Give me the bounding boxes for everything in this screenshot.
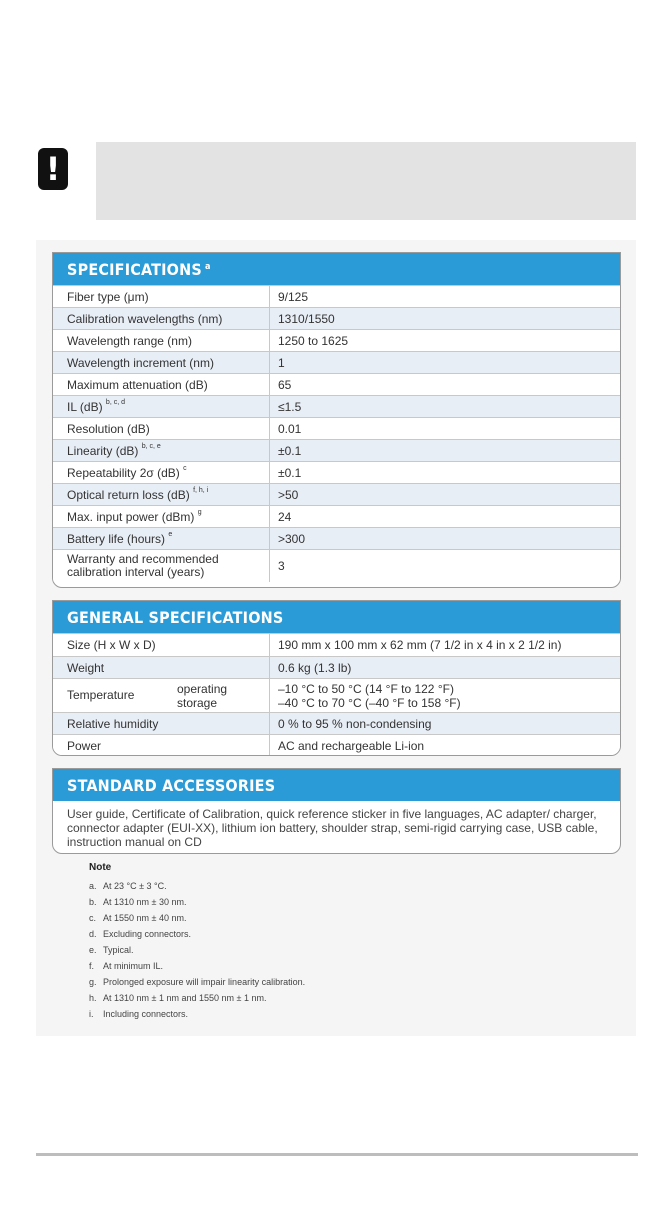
spec-label-text: Battery life (hours) — [67, 531, 166, 546]
table-row — [53, 657, 620, 679]
table-row — [53, 440, 620, 462]
spec-label-text: Warranty and recommended calibration interval (years) — [67, 552, 219, 579]
spec-value: 1310/1550 — [270, 308, 621, 330]
note-item — [89, 974, 305, 990]
footer-divider — [36, 1153, 638, 1156]
specifications-title-note: a — [204, 262, 211, 272]
table-row — [53, 308, 620, 330]
note-letter: c. — [89, 913, 97, 923]
spec-footnote-ref: b, c, e — [141, 442, 161, 450]
note-item — [89, 926, 305, 942]
note-item — [89, 990, 305, 1006]
spec-value: ±0.1 — [270, 462, 621, 484]
spec-value: 9/125 — [270, 286, 621, 308]
note-item — [89, 878, 305, 894]
spec-label-text: Linearity (dB) — [67, 443, 139, 458]
note-letter: a. — [89, 881, 97, 891]
table-row — [53, 418, 620, 440]
spec-footnote-ref: f, h, i — [193, 486, 209, 494]
general-specifications-title: GENERAL SPECIFICATIONS — [67, 607, 284, 627]
exclamation-icon: ! — [38, 148, 68, 190]
spec-label — [53, 308, 270, 330]
table-row — [53, 330, 620, 352]
standard-accessories-title: STANDARD ACCESSORIES — [67, 775, 276, 795]
table-row — [53, 374, 620, 396]
table-row — [53, 735, 620, 757]
spec-label — [53, 286, 270, 308]
spec-footnote-ref: g — [197, 508, 202, 516]
spec-footnote-ref: c — [183, 464, 187, 472]
table-row — [53, 528, 620, 550]
general-specifications-header — [53, 601, 620, 633]
note-text: Prolonged exposure will impair linearity calibration. — [103, 977, 306, 987]
spec-label-text: Wavelength increment (nm) — [67, 355, 214, 370]
spec-value: 24 — [270, 506, 621, 528]
note-item — [89, 910, 305, 926]
spec-label — [53, 462, 270, 484]
note-letter: g. — [89, 977, 97, 987]
table-row — [53, 352, 620, 374]
temperature-storage-value: –40 °C to 70 °C (–40 °F to 158 °F) — [278, 695, 461, 710]
power-label: Power — [53, 735, 270, 757]
note-letter: b. — [89, 897, 97, 907]
table-row — [53, 634, 620, 657]
note-item — [89, 1006, 305, 1022]
spec-value: 65 — [270, 374, 621, 396]
note-item — [89, 958, 305, 974]
note-text: At 1310 nm ± 30 nm. — [103, 897, 187, 907]
spec-footnote-ref: b, c, d — [105, 398, 125, 406]
spec-label — [53, 484, 270, 506]
temperature-operating-value: –10 °C to 50 °C (14 °F to 122 °F) — [278, 681, 454, 696]
note-letter: i. — [89, 1009, 94, 1019]
spec-label-text: Repeatability 2σ (dB) — [67, 465, 180, 480]
note-text: Excluding connectors. — [103, 929, 192, 939]
spec-value: 1 — [270, 352, 621, 374]
note-letter: h. — [89, 993, 97, 1003]
table-row — [53, 506, 620, 528]
spec-value: 1250 to 1625 — [270, 330, 621, 352]
specifications-table — [53, 285, 620, 582]
spec-label — [53, 506, 270, 528]
note-letter: d. — [89, 929, 97, 939]
note-letter: e. — [89, 945, 97, 955]
spec-value: ≤1.5 — [270, 396, 621, 418]
humidity-value: 0 % to 95 % non-condensing — [270, 713, 621, 735]
power-value: AC and rechargeable Li-ion — [270, 735, 621, 757]
spec-label — [53, 528, 270, 550]
note-text: Typical. — [103, 945, 134, 955]
spec-label-text: Calibration wavelengths (nm) — [67, 311, 223, 326]
table-row — [53, 286, 620, 308]
spec-value: 3 — [270, 550, 621, 583]
size-value: 190 mm x 100 mm x 62 mm (7 1/2 in x 4 in x 2 1/2 in) — [270, 634, 621, 657]
table-row — [53, 396, 620, 418]
general-specifications-table — [53, 633, 620, 756]
spec-label-text: Wavelength range (nm) — [67, 333, 192, 348]
weight-value: 0.6 kg (1.3 lb) — [270, 657, 621, 679]
general-specifications-panel — [52, 600, 621, 756]
table-row — [53, 484, 620, 506]
standard-accessories-panel — [52, 768, 621, 854]
spec-label-text: Fiber type (μm) — [67, 289, 149, 304]
humidity-label: Relative humidity — [53, 713, 270, 735]
size-label: Size (H x W x D) — [53, 634, 270, 657]
note-item — [89, 942, 305, 958]
note-text: Including connectors. — [103, 1009, 189, 1019]
temperature-mode-storage: storage — [177, 695, 218, 710]
spec-label — [53, 418, 270, 440]
table-row — [53, 713, 620, 735]
standard-accessories-text: User guide, Certificate of Calibration, quick reference sticker in five languages, AC adapter/ charger, connector adapter (EUI-XX), lithium ion battery, shoulder strap, semi-rigid carrying case, USB cable, instruction manual on CD — [67, 807, 598, 849]
temperature-mode-operating: operating — [177, 681, 228, 696]
note-text: At 1310 nm ± 1 nm and 1550 nm ± 1 nm. — [103, 993, 267, 1003]
temperature-values — [270, 679, 621, 713]
note-item — [89, 894, 305, 910]
specifications-header — [53, 253, 620, 285]
note-letter: f. — [89, 961, 95, 971]
note-text: At 1550 nm ± 40 nm. — [103, 913, 187, 923]
note-text: At minimum IL. — [103, 961, 164, 971]
table-row — [53, 550, 620, 583]
spec-label — [53, 374, 270, 396]
spec-label — [53, 396, 270, 418]
spec-value: ±0.1 — [270, 440, 621, 462]
notes — [89, 862, 305, 1022]
specifications-panel — [52, 252, 621, 588]
spec-label — [53, 330, 270, 352]
spec-value: 0.01 — [270, 418, 621, 440]
spec-label-text: Max. input power (dBm) — [67, 509, 195, 524]
spec-value: >50 — [270, 484, 621, 506]
spec-label — [53, 440, 270, 462]
temperature-cell — [53, 679, 270, 713]
temperature-label: Temperature — [67, 687, 135, 702]
table-row — [53, 679, 620, 713]
spec-label-text: Optical return loss (dB) — [67, 487, 190, 502]
spec-label-text: Maximum attenuation (dB) — [67, 377, 208, 392]
specifications-title: SPECIFICATIONS — [67, 259, 202, 279]
spec-label — [53, 352, 270, 374]
notes-title: Note — [89, 862, 112, 873]
spec-value: >300 — [270, 528, 621, 550]
spec-label-text: IL (dB) — [67, 399, 103, 414]
note-text: At 23 °C ± 3 °C. — [103, 881, 167, 891]
notice-box — [96, 142, 636, 220]
spec-label-text: Resolution (dB) — [67, 421, 150, 436]
table-row — [53, 462, 620, 484]
standard-accessories-header — [53, 769, 620, 801]
spec-label — [53, 550, 270, 583]
weight-label: Weight — [53, 657, 270, 679]
spec-footnote-ref: e — [168, 530, 173, 538]
